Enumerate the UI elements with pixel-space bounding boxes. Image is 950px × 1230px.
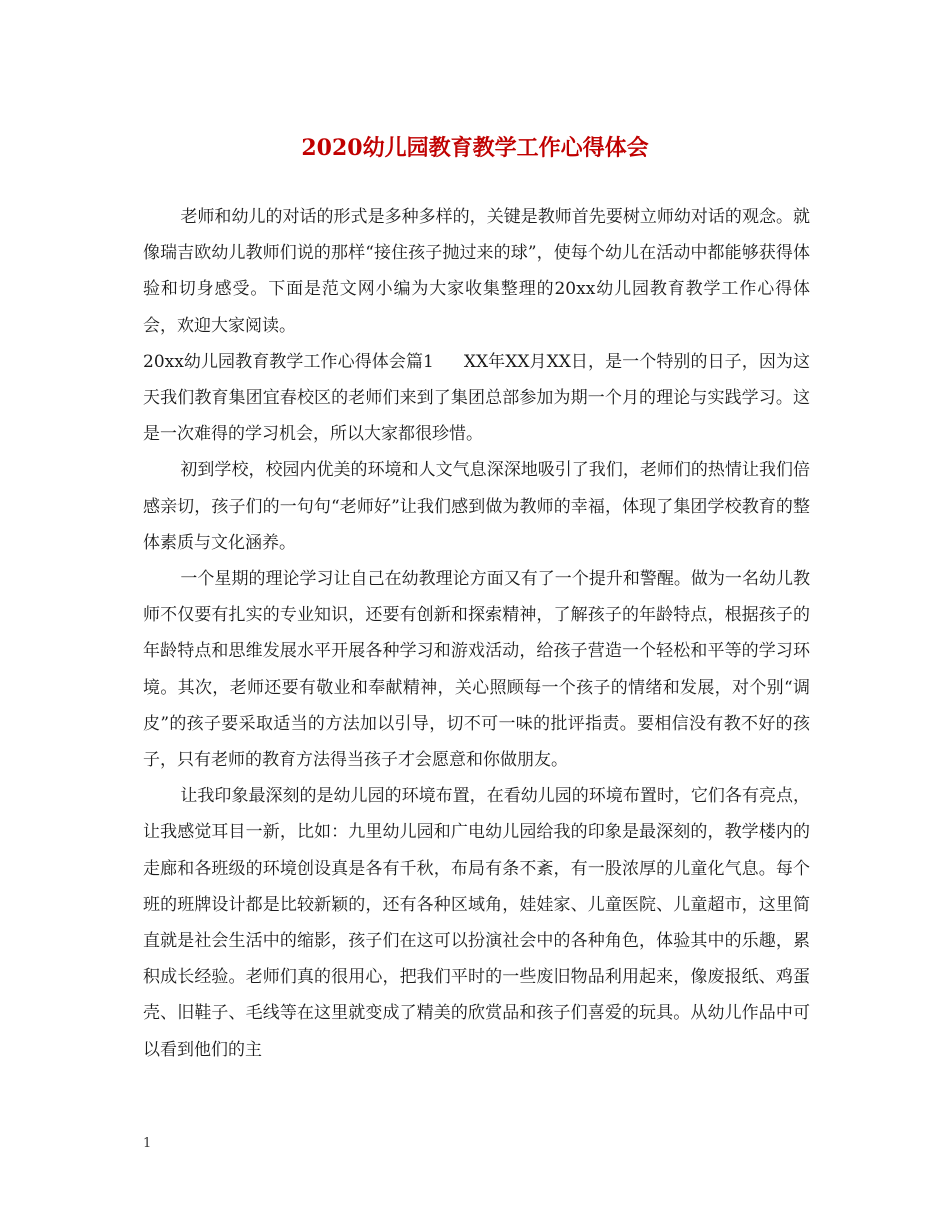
body-paragraph: 让我印象最深刻的是幼儿园的环境布置，在看幼儿园的环境布置时，它们各有亮点，让我感觉耳目一新，比如：九里幼儿园和广电幼儿园给我的印象是最深刻的，教学楼内的走廊和各班级的环境创设真是各有千秋，布局有条不紊，有一股浓厚的儿童化气息。每个班的班牌设计都是比较新颖的，还有各种区域角，娃娃家、儿童医院、儿童超市，这里简直就是社会生活中的缩影，孩子们在这可以扮演社会中的各种角色，体验其中的乐趣，累积成长经验。老师们真的很用心，把我们平时的一些废旧物品利用起来，像废报纸、鸡蛋壳、旧鞋子、毛线等在这里就变成了精美的欣赏品和孩子们喜爱的玩具。从幼儿作品中可以看到他们的主 — [143, 786, 810, 1060]
body-paragraph: 一个星期的理论学习让自己在幼教理论方面又有了一个提升和警醒。做为一名幼儿教师不仅要有扎实的专业知识，还要有创新和探索精神，了解孩子的年龄特点，根据孩子的年龄特点和思维发展水平开展各种学习和游戏活动，给孩子营造一个轻松和平等的学习环境。其次，老师还要有敬业和奉献精神，关心照顾每一个孩子的情绪和发展，对个别“调皮”的孩子要采取适当的方法加以引导，切不可一味的批评指责。要相信没有教不好的孩子，只有老师的教育方法得当孩子才会愿意和你做朋友。 — [143, 569, 810, 771]
intro-paragraph: 老师和幼儿的对话的形式是多种多样的，关键是教师首先要树立师幼对话的观念。就像瑞吉欧幼儿教师们说的那样“接住孩子抛过来的球”，使每个幼儿在活动中都能够获得体验和切身感受。下面是范文网小编为大家收集整理的20xx幼儿园教育教学工作心得体会，欢迎大家阅读。 — [143, 207, 810, 336]
section-heading: 20xx幼儿园教育教学工作心得体会篇1 — [143, 351, 434, 372]
document-body — [143, 199, 810, 1068]
page-title: 2020幼儿园教育教学工作心得体会 — [301, 135, 649, 161]
section-paragraph — [143, 344, 810, 453]
page-number: 1 — [143, 1136, 152, 1151]
body-paragraph: 初到学校，校园内优美的环境和人文气息深深地吸引了我们，老师们的热情让我们倍感亲切，孩子们的一句句“老师好”让我们感到做为教师的幸福，体现了集团学校教育的整体素质与文化涵养。 — [143, 460, 810, 553]
section-first-paragraph: XX年XX月XX日，是一个特别的日子，因为这天我们教育集团宜春校区的老师们来到了集团总部参加为期一个月的理论与实践学习。这是一次难得的学习机会，所以大家都很珍惜。 — [143, 351, 810, 445]
